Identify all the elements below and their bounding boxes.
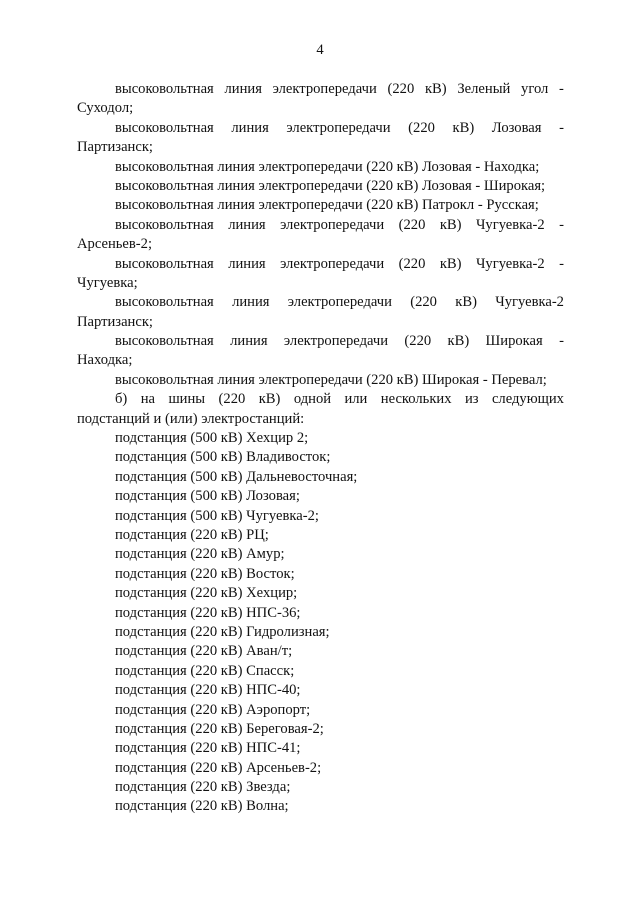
list-item: подстанция (220 кВ) Звезда; — [115, 779, 291, 796]
list-item: подстанция (220 кВ) Береговая-2; — [115, 720, 324, 737]
text-line: подстанций и (или) электростанций: — [77, 410, 305, 427]
word: - — [559, 216, 564, 233]
word: кВ) — [258, 391, 281, 408]
text-line: Чугуевка; — [77, 274, 138, 291]
word: линия — [228, 216, 266, 233]
text-line: высоковольтная линия электропередачи (220 кВ) Патрокл - Русская; — [115, 197, 539, 214]
word: кВ) — [455, 294, 477, 311]
word: линия — [230, 333, 268, 350]
word: нескольких — [380, 391, 452, 408]
list-item: подстанция (220 кВ) РЦ; — [115, 526, 269, 543]
text-line: высоковольтная линия электропередачи (220 кВ) Лозовая - Находка; — [115, 158, 540, 175]
document-body — [77, 80, 564, 817]
word: - — [559, 119, 564, 136]
list-item: подстанция (220 кВ) Спасск; — [115, 662, 295, 679]
word: линия — [232, 294, 270, 311]
list-item: подстанция (500 кВ) Лозовая; — [115, 488, 300, 505]
text-line — [77, 332, 564, 351]
text-line: высоковольтная линия электропередачи (220 кВ) Широкая - Перевал; — [115, 371, 547, 388]
word: кВ) — [452, 119, 475, 136]
word: электропередачи — [287, 294, 392, 311]
list-item: подстанция (220 кВ) Аван/т; — [115, 643, 293, 660]
word: - — [559, 81, 564, 97]
word: линия — [228, 255, 266, 272]
word: линия — [224, 81, 262, 97]
word: кВ) — [447, 333, 470, 350]
list-item: подстанция (220 кВ) Аэропорт; — [115, 701, 311, 718]
word: высоковольтная — [115, 294, 214, 311]
list-item: подстанция (500 кВ) Хехцир 2; — [115, 430, 309, 447]
text-line — [77, 255, 564, 274]
word: (220 — [218, 391, 246, 408]
word: линия — [231, 119, 269, 136]
list-item: подстанция (220 кВ) НПС-40; — [115, 682, 301, 699]
text-line — [77, 390, 564, 409]
word: б) — [115, 391, 128, 408]
word: высоковольтная — [115, 333, 214, 350]
word: (220 — [387, 81, 415, 97]
word: Чугуевка-2 — [495, 294, 564, 311]
word: на — [140, 391, 156, 408]
text-line: Находка; — [77, 352, 133, 369]
text-line: высоковольтная линия электропередачи (220 кВ) Лозовая - Широкая; — [115, 177, 546, 194]
list-item: подстанция (220 кВ) Амур; — [115, 546, 285, 563]
list-item: подстанция (220 кВ) Волна; — [115, 798, 289, 815]
word: кВ) — [424, 81, 447, 97]
text-line — [77, 119, 564, 138]
list-item: подстанция (500 кВ) Владивосток; — [115, 449, 331, 466]
word: Широкая — [485, 333, 543, 350]
list-item: подстанция (220 кВ) НПС-36; — [115, 604, 301, 621]
text-line: Партизанск; — [77, 139, 153, 156]
word: кВ) — [439, 255, 462, 272]
word: (220 — [398, 216, 426, 233]
text-line — [77, 80, 564, 99]
word: электропередачи — [272, 81, 377, 97]
word: кВ) — [439, 216, 462, 233]
word: высоковольтная — [115, 119, 214, 136]
word: электропередачи — [280, 216, 385, 233]
text-line: Суходол; — [77, 100, 134, 117]
word: (220 — [410, 294, 437, 311]
word: электропередачи — [283, 333, 389, 350]
word: высоковольтная — [115, 81, 214, 97]
list-item: подстанция (220 кВ) Хехцир; — [115, 585, 298, 602]
list-item: подстанция (220 кВ) Арсеньев-2; — [115, 759, 322, 776]
list-item: подстанция (220 кВ) НПС-41; — [115, 740, 301, 757]
word: Чугуевка-2 — [475, 216, 545, 233]
word: - — [559, 333, 564, 350]
word: или — [344, 391, 368, 408]
word: Лозовая — [491, 119, 542, 136]
list-item: подстанция (500 кВ) Дальневосточная; — [115, 468, 358, 485]
word: высоковольтная — [115, 216, 214, 233]
word: из — [464, 391, 479, 408]
word: электропередачи — [280, 255, 385, 272]
list-item: подстанция (500 кВ) Чугуевка-2; — [115, 507, 319, 524]
word: шины — [168, 391, 206, 408]
text-line — [77, 216, 564, 235]
text-line — [77, 293, 564, 312]
word: Зеленый — [457, 81, 511, 97]
word: (220 — [404, 333, 432, 350]
word: Чугуевка-2 — [475, 255, 545, 272]
word: электропередачи — [286, 119, 391, 136]
word: угол — [521, 81, 549, 97]
word: высоковольтная — [115, 255, 214, 272]
word: (220 — [408, 119, 435, 136]
word: одной — [293, 391, 332, 408]
list-item: подстанция (220 кВ) Восток; — [115, 565, 295, 582]
word: (220 — [398, 255, 426, 272]
text-line: Арсеньев-2; — [77, 236, 153, 253]
list-item: подстанция (220 кВ) Гидролизная; — [115, 623, 330, 640]
word: следующих — [491, 391, 564, 408]
text-line: Партизанск; — [77, 313, 153, 330]
word: - — [559, 255, 564, 272]
page-number: 4 — [316, 42, 324, 58]
